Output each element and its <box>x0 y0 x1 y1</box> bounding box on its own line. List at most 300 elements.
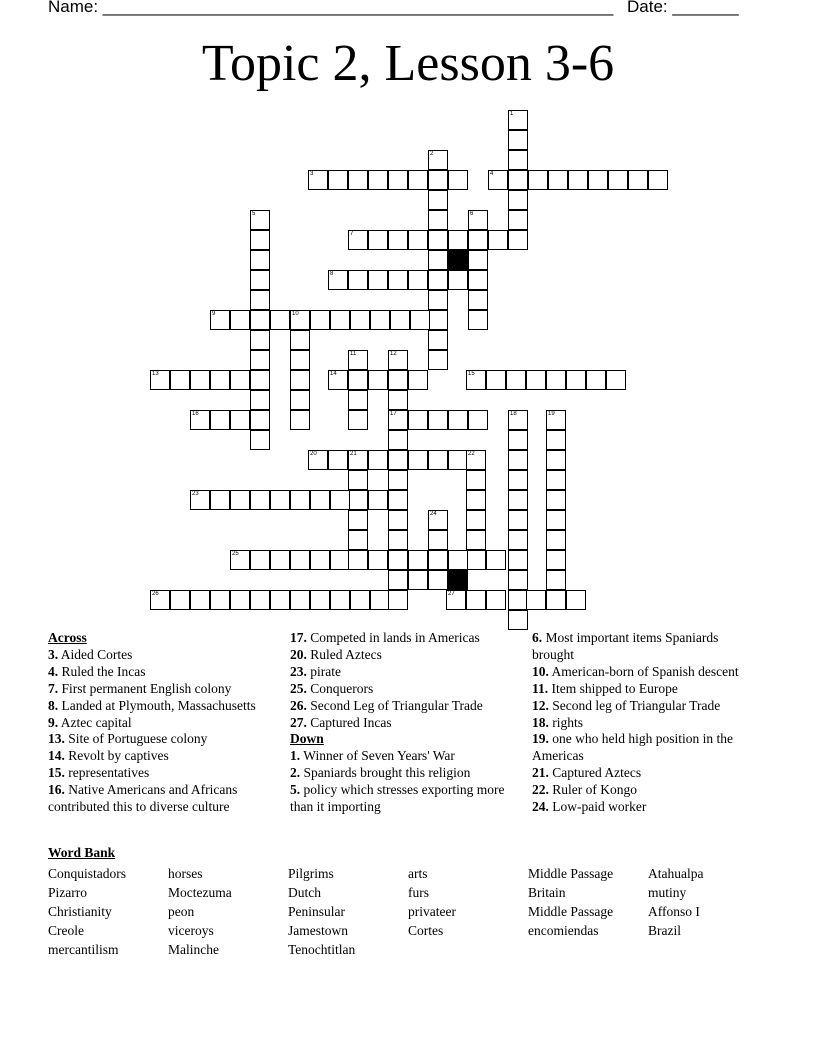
grid-cell[interactable] <box>150 370 170 390</box>
word-bank-word: privateer <box>408 904 456 919</box>
word-bank-word: arts <box>408 866 428 881</box>
grid-cell[interactable] <box>210 370 230 390</box>
down-clue-list <box>290 748 522 816</box>
grid-cell[interactable] <box>428 310 448 330</box>
word-bank-word: Middle Passage <box>528 904 614 919</box>
grid-cell[interactable] <box>370 590 390 610</box>
grid-cell[interactable] <box>310 550 330 570</box>
clues-column-1 <box>48 630 280 816</box>
clue-number: 5. <box>290 782 301 798</box>
grid-cell[interactable] <box>330 550 350 570</box>
grid-cell[interactable] <box>488 170 508 190</box>
grid-cell[interactable] <box>588 170 608 190</box>
grid-cell[interactable] <box>548 170 568 190</box>
grid-cell[interactable] <box>250 490 270 510</box>
grid-cell[interactable] <box>290 350 310 370</box>
grid-cell[interactable] <box>546 410 566 430</box>
grid-cell[interactable] <box>428 510 448 530</box>
clue-text: Landed at Plymouth, Massachusetts <box>58 697 256 713</box>
grid-cell[interactable] <box>330 590 350 610</box>
clue-text: Competed in lands in Americas <box>306 630 480 645</box>
word-bank-word: Malinche <box>168 942 219 957</box>
date-field-label[interactable]: Date: _______ <box>627 0 739 16</box>
grid-cell[interactable] <box>486 370 506 390</box>
grid-cell[interactable] <box>448 170 468 190</box>
grid-cell[interactable] <box>368 370 388 390</box>
grid-cell[interactable] <box>508 150 528 170</box>
grid-cell[interactable] <box>230 590 250 610</box>
clue-number: 6 <box>470 211 474 217</box>
grid-cell[interactable] <box>408 410 428 430</box>
grid-cell[interactable] <box>348 490 368 510</box>
clue-item <box>290 681 522 698</box>
grid-cell[interactable] <box>448 230 468 250</box>
clue-text: Spaniards brought this religion <box>300 765 471 781</box>
grid-cell[interactable] <box>428 410 448 430</box>
grid-cell[interactable] <box>508 430 528 450</box>
clue-item <box>532 765 762 782</box>
grid-cell[interactable] <box>508 130 528 150</box>
grid-cell[interactable] <box>290 310 310 330</box>
grid-cell[interactable] <box>230 370 250 390</box>
word-bank-word: furs <box>408 885 429 900</box>
word-bank-word: Atahualpa <box>648 866 704 881</box>
clue-number: 9. <box>48 714 59 730</box>
grid-cell[interactable] <box>508 170 528 190</box>
clue-text: rights <box>548 714 584 730</box>
grid-cell[interactable] <box>388 490 408 510</box>
grid-cell[interactable] <box>348 470 368 490</box>
grid-cell[interactable] <box>388 370 408 390</box>
clue-item <box>532 782 762 799</box>
clue-number: 16 <box>192 411 199 417</box>
grid-cell[interactable] <box>350 590 370 610</box>
name-field-label[interactable]: Name: ______________________________________________________ <box>48 0 614 16</box>
clue-item <box>290 765 522 782</box>
grid-cell[interactable] <box>348 390 368 410</box>
clue-number: 10. <box>532 663 549 679</box>
grid-cell[interactable] <box>348 530 368 550</box>
grid-cell[interactable] <box>368 230 388 250</box>
grid-cell[interactable] <box>448 410 468 430</box>
grid-cell[interactable] <box>210 410 230 430</box>
grid-cell[interactable] <box>348 230 368 250</box>
grid-cell[interactable] <box>230 490 250 510</box>
grid-cell[interactable] <box>230 310 250 330</box>
grid-cell[interactable] <box>508 550 528 570</box>
grid-cell[interactable] <box>270 550 290 570</box>
clue-text: representatives <box>64 765 150 781</box>
grid-cell[interactable] <box>606 370 626 390</box>
down-clue-list-continued <box>532 630 762 816</box>
grid-cell[interactable] <box>448 550 468 570</box>
clue-number: 25 <box>232 551 239 557</box>
clue-text: Most important items Spaniards brought <box>532 630 719 662</box>
clue-number: 18 <box>510 411 517 417</box>
clue-number: 27 <box>448 591 455 597</box>
grid-cell[interactable] <box>428 230 448 250</box>
word-bank-word: Tenochtitlan <box>288 942 356 957</box>
clue-number: 4 <box>490 171 494 177</box>
word-bank-word: Britain <box>528 885 566 900</box>
grid-cell[interactable] <box>428 570 448 590</box>
word-bank-word: Brazil <box>648 923 681 938</box>
word-bank-column <box>288 864 355 959</box>
grid-cell[interactable] <box>388 350 408 370</box>
grid-cell[interactable] <box>250 210 270 230</box>
grid-cell[interactable] <box>328 450 348 470</box>
grid-cell[interactable] <box>270 310 290 330</box>
grid-cell[interactable] <box>468 290 488 310</box>
grid-cell[interactable] <box>348 270 368 290</box>
grid-cell[interactable] <box>230 410 250 430</box>
grid-cell[interactable] <box>388 450 408 470</box>
grid-block <box>448 250 468 270</box>
grid-cell[interactable] <box>328 370 348 390</box>
clue-item <box>48 748 280 765</box>
grid-cell[interactable] <box>290 390 310 410</box>
clue-number: 22 <box>468 451 475 457</box>
grid-cell[interactable] <box>388 590 408 610</box>
grid-cell[interactable] <box>466 490 486 510</box>
grid-cell[interactable] <box>408 370 428 390</box>
grid-cell[interactable] <box>508 450 528 470</box>
grid-cell[interactable] <box>328 170 348 190</box>
grid-cell[interactable] <box>608 170 628 190</box>
grid-cell[interactable] <box>488 230 508 250</box>
grid-cell[interactable] <box>250 310 270 330</box>
grid-cell[interactable] <box>368 170 388 190</box>
grid-cell[interactable] <box>250 550 270 570</box>
grid-cell[interactable] <box>388 410 408 430</box>
clue-text: Native Americans and Africans contributed this to diverse culture <box>48 782 238 815</box>
grid-cell[interactable] <box>388 430 408 450</box>
grid-cell[interactable] <box>250 390 270 410</box>
grid-cell[interactable] <box>468 230 488 250</box>
grid-cell[interactable] <box>546 470 566 490</box>
word-bank-column <box>408 864 456 940</box>
grid-cell[interactable] <box>448 270 468 290</box>
grid-cell[interactable] <box>250 270 270 290</box>
grid-cell[interactable] <box>508 230 528 250</box>
grid-cell[interactable] <box>170 590 190 610</box>
grid-cell[interactable] <box>388 390 408 410</box>
grid-cell[interactable] <box>330 310 350 330</box>
grid-cell[interactable] <box>546 590 566 610</box>
grid-cell[interactable] <box>428 210 448 230</box>
clue-item <box>290 647 522 664</box>
grid-cell[interactable] <box>408 450 428 470</box>
grid-cell[interactable] <box>428 350 448 370</box>
grid-cell[interactable] <box>290 590 310 610</box>
grid-cell[interactable] <box>368 550 388 570</box>
grid-cell[interactable] <box>428 330 448 350</box>
clue-number: 14 <box>330 371 337 377</box>
grid-cell[interactable] <box>586 370 606 390</box>
clue-number: 27. <box>290 714 307 730</box>
word-bank-word: viceroys <box>168 923 214 938</box>
across-heading: Across <box>48 630 87 645</box>
clue-number: 21 <box>350 451 357 457</box>
clue-text: policy which stresses exporting more than it importing <box>290 782 505 815</box>
grid-cell[interactable] <box>390 310 410 330</box>
grid-cell[interactable] <box>448 450 468 470</box>
grid-cell[interactable] <box>270 490 290 510</box>
clue-number: 25. <box>290 680 307 696</box>
grid-cell[interactable] <box>466 470 486 490</box>
grid-cell[interactable] <box>190 410 210 430</box>
grid-cell[interactable] <box>328 270 348 290</box>
page-title: Topic 2, Lesson 3-6 <box>201 35 615 92</box>
grid-cell[interactable] <box>428 270 448 290</box>
grid-cell[interactable] <box>466 590 486 610</box>
grid-cell[interactable] <box>446 590 466 610</box>
grid-cell[interactable] <box>250 410 270 430</box>
grid-cell[interactable] <box>348 410 368 430</box>
clue-number: 16. <box>48 782 65 798</box>
clue-item <box>532 681 762 698</box>
grid-cell[interactable] <box>310 310 330 330</box>
clue-item <box>48 647 280 664</box>
clue-item <box>532 731 762 765</box>
grid-cell[interactable] <box>408 270 428 290</box>
clue-item <box>532 715 762 732</box>
grid-cell[interactable] <box>508 610 528 630</box>
grid-cell[interactable] <box>428 550 448 570</box>
grid-cell[interactable] <box>368 490 388 510</box>
grid-cell[interactable] <box>170 370 190 390</box>
grid-cell[interactable] <box>466 550 486 570</box>
grid-cell[interactable] <box>628 170 648 190</box>
clue-number: 15 <box>468 371 475 377</box>
clue-item <box>48 698 280 715</box>
word-bank-word: horses <box>168 866 203 881</box>
grid-cell[interactable] <box>428 290 448 310</box>
grid-cell[interactable] <box>468 310 488 330</box>
grid-cell[interactable] <box>250 590 270 610</box>
grid-cell[interactable] <box>348 510 368 530</box>
clue-number: 11 <box>350 351 357 357</box>
clue-item <box>48 664 280 681</box>
grid-cell[interactable] <box>190 590 210 610</box>
clue-number: 14. <box>48 748 65 764</box>
grid-cell[interactable] <box>546 570 566 590</box>
clue-number: 5 <box>252 211 256 217</box>
grid-cell[interactable] <box>468 410 488 430</box>
clue-text: Ruled Aztecs <box>306 646 382 662</box>
clue-number: 7 <box>350 231 354 237</box>
word-bank-word: Dutch <box>288 885 321 900</box>
grid-cell[interactable] <box>486 590 506 610</box>
grid-cell[interactable] <box>210 490 230 510</box>
word-bank-word: Jamestown <box>288 923 348 938</box>
grid-cell[interactable] <box>348 370 368 390</box>
clue-item <box>290 748 522 765</box>
grid-cell[interactable] <box>508 570 528 590</box>
grid-cell[interactable] <box>428 150 448 170</box>
grid-cell[interactable] <box>368 270 388 290</box>
clue-text: Captured Aztecs <box>548 765 642 781</box>
grid-cell[interactable] <box>250 350 270 370</box>
grid-cell[interactable] <box>150 590 170 610</box>
grid-cell[interactable] <box>428 450 448 470</box>
grid-cell[interactable] <box>428 250 448 270</box>
grid-cell[interactable] <box>210 310 230 330</box>
grid-cell[interactable] <box>508 110 528 130</box>
grid-cell[interactable] <box>250 330 270 350</box>
clues-column-2 <box>290 630 522 816</box>
grid-cell[interactable] <box>250 230 270 250</box>
grid-cell[interactable] <box>250 430 270 450</box>
clue-number: 2 <box>430 151 434 157</box>
clues-column-3 <box>532 630 762 816</box>
grid-cell[interactable] <box>508 510 528 530</box>
grid-cell[interactable] <box>546 530 566 550</box>
clue-text: Revolt by captives <box>64 748 169 764</box>
clue-number: 15. <box>48 765 65 781</box>
word-bank-word: mercantilism <box>48 942 119 957</box>
grid-cell[interactable] <box>210 590 230 610</box>
grid-cell[interactable] <box>508 590 528 610</box>
clue-item <box>48 765 280 782</box>
grid-cell[interactable] <box>310 490 330 510</box>
clue-number: 21. <box>532 765 549 781</box>
grid-cell[interactable] <box>546 370 566 390</box>
grid-cell[interactable] <box>290 490 310 510</box>
across-clue-list <box>48 647 280 816</box>
grid-cell[interactable] <box>526 370 546 390</box>
grid-cell[interactable] <box>410 310 430 330</box>
grid-cell[interactable] <box>368 450 388 470</box>
grid-cell[interactable] <box>348 170 368 190</box>
word-bank-word: Moctezuma <box>168 885 232 900</box>
grid-cell[interactable] <box>388 550 408 570</box>
grid-cell[interactable] <box>466 450 486 470</box>
clue-number: 12 <box>390 351 397 357</box>
clue-number: 18. <box>532 714 549 730</box>
grid-cell[interactable] <box>428 170 448 190</box>
grid-cell[interactable] <box>568 170 588 190</box>
clue-text: Conquerors <box>306 680 374 696</box>
grid-cell[interactable] <box>348 350 368 370</box>
grid-cell[interactable] <box>388 570 408 590</box>
clue-text: Aided Cortes <box>58 646 133 662</box>
grid-cell[interactable] <box>290 330 310 350</box>
grid-cell[interactable] <box>388 170 408 190</box>
grid-cell[interactable] <box>508 490 528 510</box>
grid-cell[interactable] <box>528 170 548 190</box>
grid-cell[interactable] <box>408 230 428 250</box>
grid-cell[interactable] <box>546 490 566 510</box>
grid-cell[interactable] <box>468 250 488 270</box>
clue-number: 12. <box>532 697 549 713</box>
grid-cell[interactable] <box>250 250 270 270</box>
grid-cell[interactable] <box>388 510 408 530</box>
grid-cell[interactable] <box>348 450 368 470</box>
grid-cell[interactable] <box>428 530 448 550</box>
clue-item <box>290 782 522 816</box>
grid-cell[interactable] <box>546 450 566 470</box>
word-bank-column <box>648 864 703 940</box>
word-bank-word: Pilgrims <box>288 866 334 881</box>
grid-cell[interactable] <box>546 550 566 570</box>
grid-cell[interactable] <box>330 490 350 510</box>
grid-cell[interactable] <box>388 530 408 550</box>
clue-item <box>48 681 280 698</box>
clue-number: 19. <box>532 731 549 747</box>
word-bank-word: Peninsular <box>288 904 345 919</box>
grid-cell[interactable] <box>250 290 270 310</box>
grid-cell[interactable] <box>546 510 566 530</box>
clue-item <box>532 799 762 816</box>
word-bank-word: Middle Passage <box>528 866 614 881</box>
grid-cell[interactable] <box>466 530 486 550</box>
grid-cell[interactable] <box>468 210 488 230</box>
grid-cell[interactable] <box>466 510 486 530</box>
grid-cell[interactable] <box>566 370 586 390</box>
grid-cell[interactable] <box>290 550 310 570</box>
grid-cell[interactable] <box>308 450 328 470</box>
grid-cell[interactable] <box>486 550 506 570</box>
grid-cell[interactable] <box>388 230 408 250</box>
grid-cell[interactable] <box>190 370 210 390</box>
grid-block <box>448 570 468 590</box>
clue-number: 9 <box>212 311 216 317</box>
grid-cell[interactable] <box>508 190 528 210</box>
clue-number: 26. <box>290 697 307 713</box>
grid-cell[interactable] <box>270 590 290 610</box>
grid-cell[interactable] <box>230 550 250 570</box>
grid-cell[interactable] <box>408 570 428 590</box>
grid-cell[interactable] <box>388 470 408 490</box>
grid-cell[interactable] <box>350 310 370 330</box>
grid-cell[interactable] <box>388 270 408 290</box>
word-bank-word: Affonso I <box>648 904 700 919</box>
grid-cell[interactable] <box>290 370 310 390</box>
grid-cell[interactable] <box>290 410 310 430</box>
grid-cell[interactable] <box>310 590 330 610</box>
word-bank-word: Pizarro <box>48 885 87 900</box>
clue-number: 10 <box>292 311 299 317</box>
grid-cell[interactable] <box>526 590 546 610</box>
clue-number: 24. <box>532 799 549 815</box>
grid-cell[interactable] <box>250 370 270 390</box>
grid-cell[interactable] <box>506 370 526 390</box>
clue-text: Winner of Seven Years' War <box>300 748 455 764</box>
grid-cell[interactable] <box>428 190 448 210</box>
grid-cell[interactable] <box>308 170 328 190</box>
grid-cell[interactable] <box>408 170 428 190</box>
grid-cell[interactable] <box>566 590 586 610</box>
clue-text: Second Leg of Triangular Trade <box>306 697 483 713</box>
grid-cell[interactable] <box>408 550 428 570</box>
grid-cell[interactable] <box>190 490 210 510</box>
grid-cell[interactable] <box>648 170 668 190</box>
grid-cell[interactable] <box>508 530 528 550</box>
grid-cell[interactable] <box>466 370 486 390</box>
clue-number: 1 <box>510 111 514 117</box>
grid-cell[interactable] <box>348 550 368 570</box>
grid-cell[interactable] <box>468 270 488 290</box>
clue-number: 26 <box>152 591 159 597</box>
grid-cell[interactable] <box>508 210 528 230</box>
grid-cell[interactable] <box>546 430 566 450</box>
grid-cell[interactable] <box>370 310 390 330</box>
grid-cell[interactable] <box>508 410 528 430</box>
clue-number: 8. <box>48 697 59 713</box>
clue-text: Captured Incas <box>306 714 392 730</box>
grid-cell[interactable] <box>508 470 528 490</box>
